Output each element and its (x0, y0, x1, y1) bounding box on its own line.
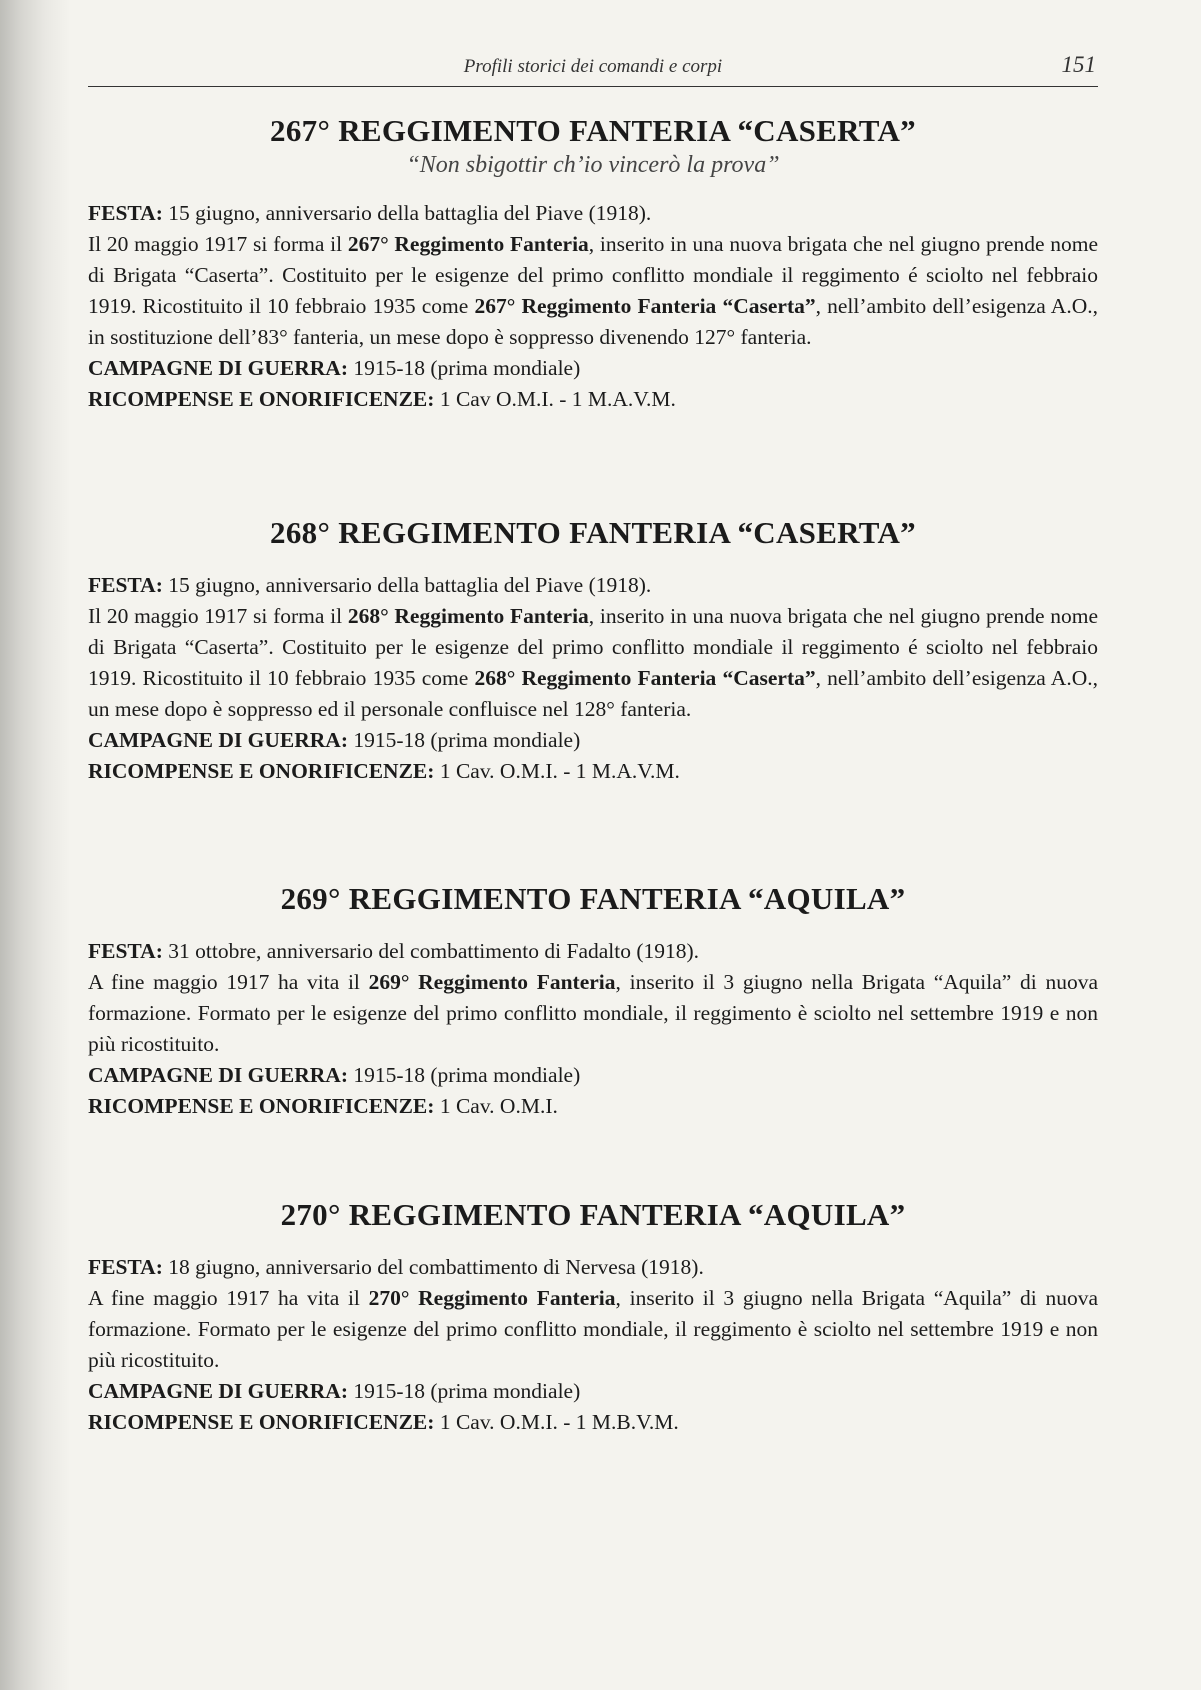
section-title: 270° REGGIMENTO FANTERIA “AQUILA” (280, 1197, 906, 1232)
ricompense-line (88, 1407, 1098, 1438)
history-text: Il 20 maggio 1917 si forma il (88, 604, 348, 628)
regiment-name: 270° Reggimento Fanteria (368, 1286, 616, 1310)
festa-label: FESTA: (88, 1255, 163, 1279)
section-title: 267° REGGIMENTO FANTERIA “CASERTA” (270, 113, 916, 148)
campagne-label: CAMPAGNE DI GUERRA: (88, 728, 348, 752)
campagne-line (88, 725, 1098, 756)
campagne-label: CAMPAGNE DI GUERRA: (88, 1063, 348, 1087)
history-paragraph (88, 1283, 1098, 1376)
section-title: 269° REGGIMENTO FANTERIA “AQUILA” (280, 881, 906, 916)
campagne-line (88, 353, 1098, 384)
history-text: Il 20 maggio 1917 si forma il (88, 232, 348, 256)
campagne-label: CAMPAGNE DI GUERRA: (88, 1379, 348, 1403)
history-text: , inserito in una nuova brigata che nel giugno prende nome di Brigata “Caserta”. Costituito per le esigenze del primo conflitto mondiale il reggimento é sciolto nel febbraio 1919. Ricostituito il 10 febbraio 1935 come (88, 604, 1098, 690)
festa-text: 15 giugno, anniversario della battaglia del Piave (1918). (162, 201, 652, 225)
festa-text: 15 giugno, anniversario della battaglia del Piave (1918). (162, 573, 652, 597)
history-text: , inserito in una nuova brigata che nel giugno prende nome di Brigata “Caserta”. Costituito per le esigenze del primo conflitto mondiale il reggimento é sciolto nel febbraio 1919. Ricostituito il 10 febbraio 1935 come (88, 232, 1098, 318)
ricompense-text: 1 Cav. O.M.I. - 1 M.A.V.M. (434, 759, 680, 783)
section-269 (88, 880, 1098, 1122)
page-number: 151 (1061, 52, 1096, 77)
festa-line (88, 936, 1098, 967)
running-header (88, 52, 1098, 87)
campagne-label: CAMPAGNE DI GUERRA: (88, 356, 348, 380)
ricompense-label: RICOMPENSE E ONORIFICENZE: (88, 759, 435, 783)
history-text: A fine maggio 1917 ha vita il (88, 970, 369, 994)
section-267 (88, 112, 1098, 415)
book-spine-shadow (0, 0, 70, 1690)
festa-label: FESTA: (88, 939, 163, 963)
festa-line (88, 1252, 1098, 1283)
regiment-name: 268° Reggimento Fanteria “Caserta” (474, 666, 816, 690)
history-text: , nell’ambito dell’esigenza A.O., in sostituzione dell’83° fanteria, un mese dopo è soppresso divenendo 127° fanteria. (88, 294, 1098, 349)
ricompense-label: RICOMPENSE E ONORIFICENZE: (88, 1410, 435, 1434)
campagne-text: 1915-18 (prima mondiale) (347, 1063, 581, 1087)
history-text: , nell’ambito dell’esigenza A.O., un mese dopo è soppresso ed il personale confluisce nel 128° fanteria. (88, 666, 1098, 721)
section-motto: “Non sbigottir ch’io vincerò la prova” (406, 152, 780, 178)
campagne-text: 1915-18 (prima mondiale) (347, 356, 581, 380)
history-paragraph (88, 601, 1098, 725)
section-270 (88, 1196, 1098, 1438)
history-paragraph (88, 229, 1098, 353)
campagne-text: 1915-18 (prima mondiale) (347, 1379, 581, 1403)
history-paragraph (88, 967, 1098, 1060)
festa-line (88, 570, 1098, 601)
regiment-name: 268° Reggimento Fanteria (347, 604, 589, 628)
festa-label: FESTA: (88, 201, 163, 225)
campagne-line (88, 1376, 1098, 1407)
history-text: , inserito il 3 giugno nella Brigata “Aquila” di nuova formazione. Formato per le esigenze del primo conflitto mondiale, il reggimento è sciolto nel settembre 1919 e non più ricostituito. (88, 970, 1098, 1056)
running-title: Profili storici dei comandi e corpi (463, 56, 723, 77)
history-text: , inserito il 3 giugno nella Brigata “Aquila” di nuova formazione. Formato per le esigenze del primo conflitto mondiale, il reggimento è sciolto nel settembre 1919 e non più ricostituito. (88, 1286, 1098, 1372)
ricompense-line (88, 1091, 1098, 1122)
ricompense-line (88, 384, 1098, 415)
section-title: 268° REGGIMENTO FANTERIA “CASERTA” (270, 515, 916, 550)
festa-text: 18 giugno, anniversario del combattimento di Nervesa (1918). (162, 1255, 704, 1279)
ricompense-text: 1 Cav O.M.I. - 1 M.A.V.M. (434, 387, 676, 411)
ricompense-line (88, 756, 1098, 787)
ricompense-label: RICOMPENSE E ONORIFICENZE: (88, 387, 435, 411)
campagne-text: 1915-18 (prima mondiale) (347, 728, 581, 752)
regiment-name: 267° Reggimento Fanteria “Caserta” (474, 294, 816, 318)
festa-text: 31 ottobre, anniversario del combattimento di Fadalto (1918). (162, 939, 700, 963)
ricompense-text: 1 Cav. O.M.I. (434, 1094, 558, 1118)
regiment-name: 269° Reggimento Fanteria (368, 970, 616, 994)
ricompense-text: 1 Cav. O.M.I. - 1 M.B.V.M. (434, 1410, 679, 1434)
ricompense-label: RICOMPENSE E ONORIFICENZE: (88, 1094, 435, 1118)
campagne-line (88, 1060, 1098, 1091)
history-text: A fine maggio 1917 ha vita il (88, 1286, 369, 1310)
section-268 (88, 514, 1098, 787)
festa-line (88, 198, 1098, 229)
regiment-name: 267° Reggimento Fanteria (347, 232, 589, 256)
festa-label: FESTA: (88, 573, 163, 597)
